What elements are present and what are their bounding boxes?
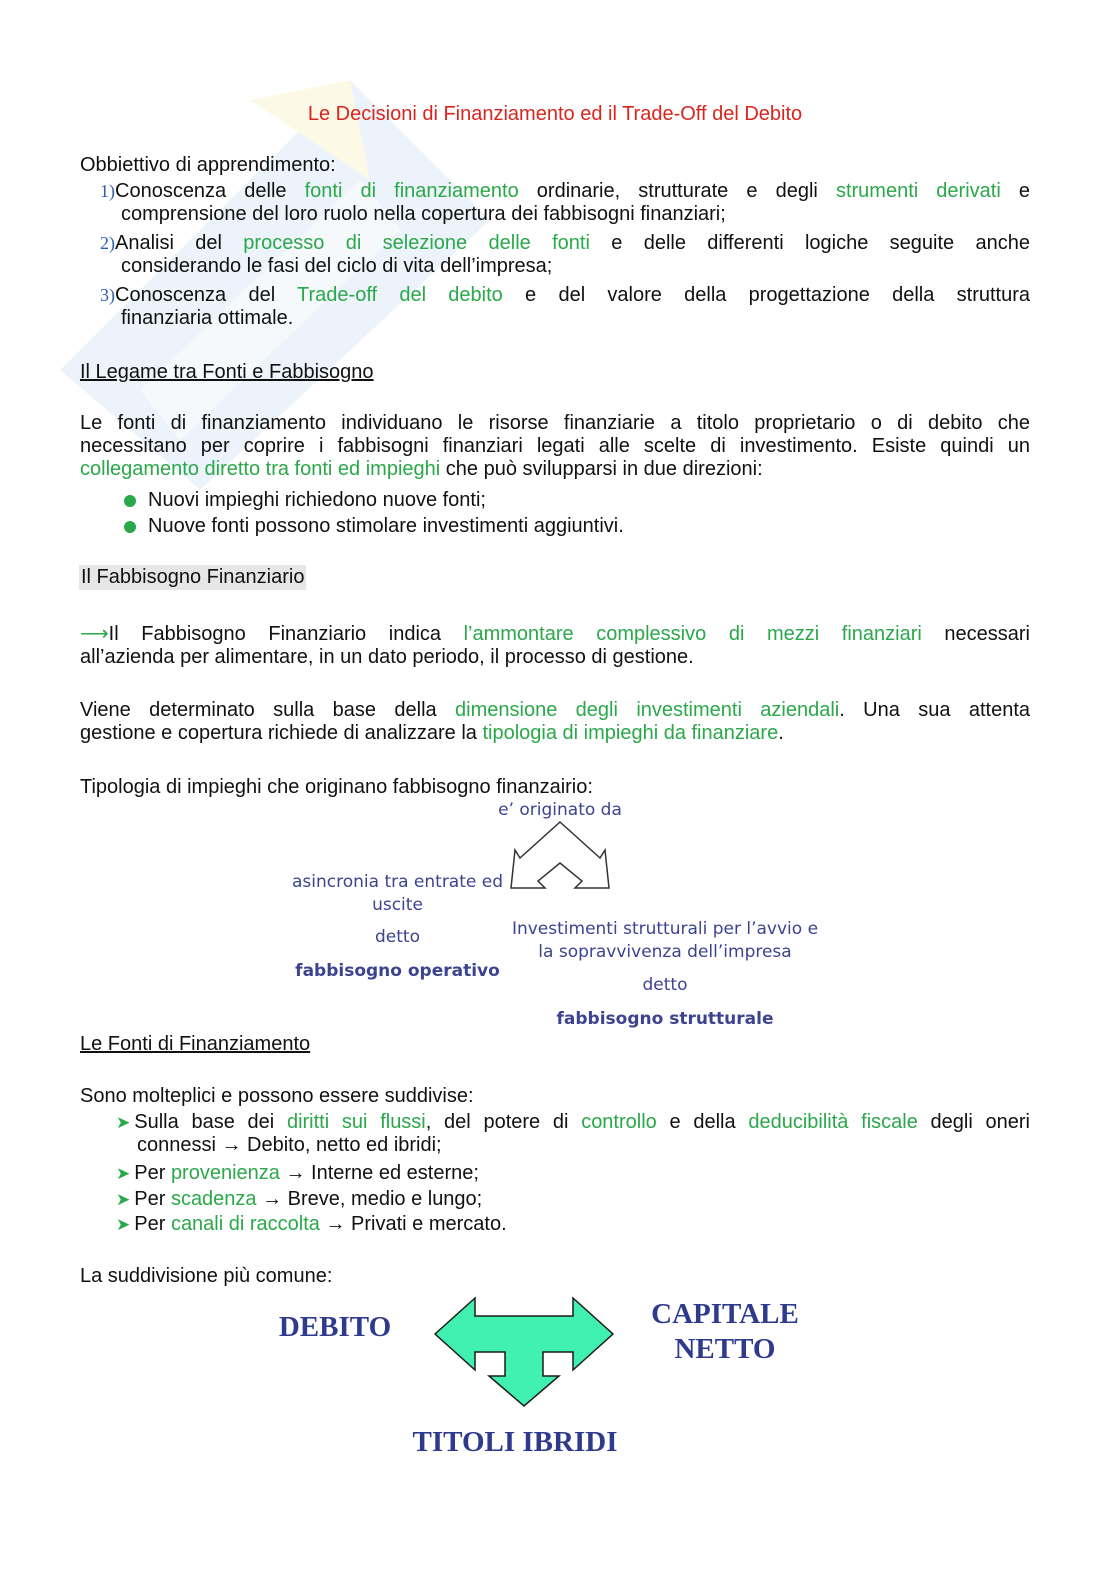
titoli-ibridi-label: TITOLI IBRIDI bbox=[412, 1426, 618, 1458]
right-detto: detto bbox=[642, 975, 688, 995]
objective-item-2: 2)Analisi del processo di selezione delle fonti e delle differenti logiche seguite anche considerando le fasi del ciclo di vita dell’impresa; bbox=[100, 232, 1030, 277]
fabbisogno-operativo-label: fabbisogno operativo bbox=[295, 961, 500, 981]
list-item: Nuove fonti possono stimolare investimenti aggiuntivi. bbox=[124, 515, 624, 538]
fabbisogno-paragraph: Viene determinato sulla base della dimensione degli investimenti aziendali. Una sua attenta gestione e copertura richiede di analizzare la tipologia di impieghi da finanziare. bbox=[80, 699, 1031, 744]
left-detto: detto bbox=[375, 927, 420, 947]
fonti-intro: Sono molteplici e possono essere suddivise: bbox=[80, 1085, 474, 1107]
diagram-top-label: e’ originato da bbox=[498, 800, 622, 820]
list-item: ➤ Per provenienza → Interne ed esterne; bbox=[116, 1162, 479, 1184]
comune-label: La suddivisione più comune: bbox=[80, 1265, 333, 1287]
legame-paragraph: Le fonti di finanziamento individuano le risorse finanziarie a titolo proprietario o di debito che necessitano per coprire i fabbisogni finanziari legati alle scelte di investimento. Esiste quindi un collegamento diretto tra fonti ed impieghi che può svilupparsi in due direzioni: bbox=[80, 412, 1030, 480]
left-cause-text: asincronia tra entrate ed uscite bbox=[291, 872, 503, 915]
green-arrow-bullet-icon: ➤ bbox=[116, 1164, 131, 1183]
page-title: Le Decisioni di Finanziamento ed il Trade-Off del Debito bbox=[307, 103, 803, 125]
objectives-heading: Obbiettivo di apprendimento: bbox=[80, 154, 336, 176]
objective-item-1: 1)Conoscenza delle fonti di finanziamento ordinarie, strutturate e degli strumenti derivati e comprensione del loro ruolo nella copertura dei fabbisogni finanziari; bbox=[100, 180, 1030, 225]
section-heading-legame: Il Legame tra Fonti e Fabbisogno bbox=[80, 361, 374, 383]
arrow-right-icon: ⟶ bbox=[80, 623, 109, 645]
list-item: Nuovi impieghi richiedono nuove fonti; bbox=[124, 489, 486, 512]
fabbisogno-strutturale-label: fabbisogno strutturale bbox=[556, 1009, 774, 1029]
capitale-netto-label: CAPITALE NETTO bbox=[651, 1298, 799, 1365]
tipologia-label: Tipologia di impieghi che originano fabbisogno finanzairio: bbox=[80, 776, 593, 798]
three-way-arrow-icon bbox=[433, 1296, 615, 1408]
right-cause-text: Investimenti strutturali per l’avvio e la sopravvivenza dell’impresa bbox=[511, 919, 819, 962]
fabbisogno-definition: ⟶Il Fabbisogno Finanziario indica l’ammontare complessivo di mezzi finanziari necessari all’azienda per alimentare, in un dato periodo, il processo di gestione. bbox=[80, 623, 1031, 668]
green-arrow-bullet-icon: ➤ bbox=[116, 1190, 131, 1209]
list-item: ➤ Per canali di raccolta → Privati e mercato. bbox=[116, 1213, 507, 1235]
section-heading-fabbisogno: Il Fabbisogno Finanziario bbox=[81, 566, 305, 588]
green-arrow-bullet-icon: ➤ bbox=[116, 1215, 131, 1234]
green-bullet-icon bbox=[124, 521, 136, 533]
section-heading-fonti: Le Fonti di Finanziamento bbox=[80, 1033, 311, 1055]
list-item: ➤ Sulla base dei diritti sui flussi, del potere di controllo e della deducibilità fiscale degli oneri connessi → Debito, netto ed ibridi; bbox=[116, 1111, 1030, 1156]
objective-item-3: 3)Conoscenza del Trade-off del debito e del valore della progettazione della struttura finanziaria ottimale. bbox=[100, 284, 1030, 329]
debito-label: DEBITO bbox=[278, 1311, 392, 1343]
split-arrow-icon bbox=[505, 818, 615, 893]
green-bullet-icon bbox=[124, 495, 136, 507]
list-item: ➤ Per scadenza → Breve, medio e lungo; bbox=[116, 1188, 483, 1210]
green-arrow-bullet-icon: ➤ bbox=[116, 1113, 131, 1132]
